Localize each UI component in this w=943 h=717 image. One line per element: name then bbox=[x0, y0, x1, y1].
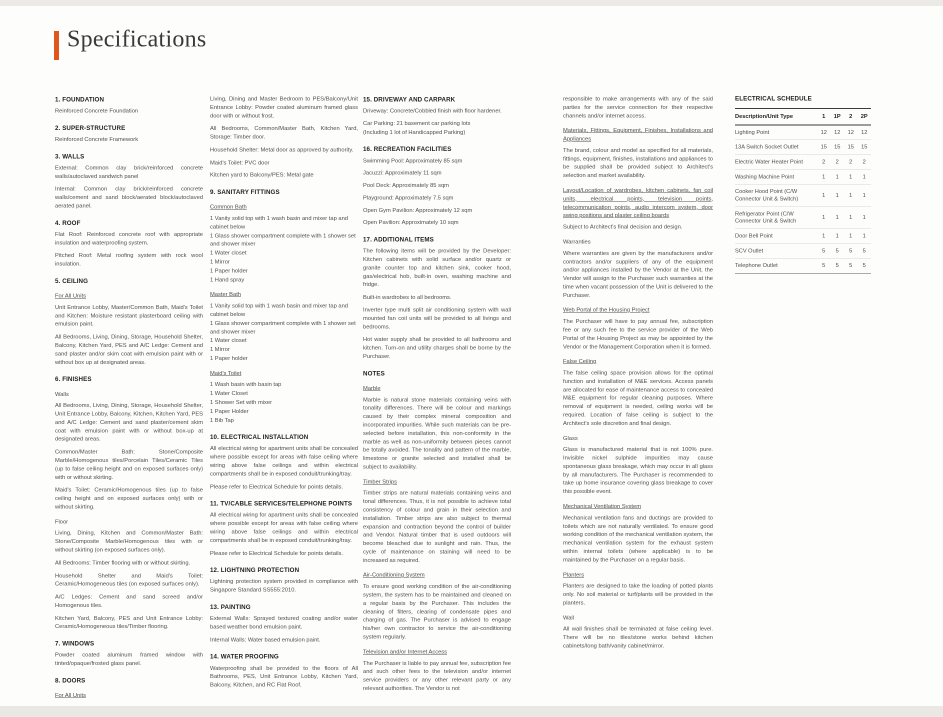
table-row bbox=[735, 244, 871, 259]
list-line: 1 Hand spray bbox=[210, 276, 245, 283]
subheading-underlined: Mechanical Ventilation System bbox=[563, 503, 641, 510]
cell-value: 1 bbox=[817, 229, 831, 244]
section-heading: 12. LIGHTNING PROTECTION bbox=[210, 566, 300, 574]
paragraph: External: Common clay brick/reinforced concrete walls/autoclaved sandwich panel bbox=[55, 164, 203, 180]
subheading: Glass bbox=[563, 435, 578, 442]
row-label: Refrigerator Point (C/W Connector Unit & Switch bbox=[735, 207, 817, 229]
subheading: Floor bbox=[55, 518, 69, 525]
paragraph: Common/Master Bath: Stone/Composite Marble/Homogenous tiles/Porcelain Tiles/Ceramic Tiles (up to false ceiling height and on exposed surfaces only) with or without skirting. bbox=[55, 449, 203, 481]
subheading-underlined: False Ceiling bbox=[563, 358, 597, 365]
paragraph: Driveway: Concrete/Cobbled finish with floor hardener. bbox=[363, 108, 502, 115]
cell-value: 12 bbox=[817, 125, 831, 140]
paragraph: Please refer to Electrical Schedule for points details. bbox=[210, 483, 343, 490]
list-line: 1 Glass shower compartment complete with 1 shower set and shower mixer bbox=[210, 320, 356, 335]
spec-column-4 bbox=[563, 95, 713, 705]
section-heading: 15. DRIVEWAY AND CARPARK bbox=[363, 96, 456, 103]
paragraph: Subject to Architect's final decision and design. bbox=[563, 224, 683, 231]
section-heading: 4. ROOF bbox=[55, 219, 81, 227]
column-header: 1P bbox=[831, 109, 845, 125]
list-line: 1 Shower Set with mixer bbox=[210, 399, 272, 406]
section-heading: 13. PAINTING bbox=[210, 603, 251, 611]
paragraph: Internal Walls: Water based emulsion paint. bbox=[210, 636, 321, 643]
section-heading: 10. ELECTRICAL INSTALLATION bbox=[210, 433, 309, 441]
column-header: Description/Unit Type bbox=[735, 109, 817, 125]
table-row bbox=[735, 170, 871, 185]
electrical-schedule-table bbox=[735, 108, 871, 274]
spec-column-3 bbox=[363, 95, 511, 705]
spec-column-2 bbox=[210, 95, 358, 705]
paragraph: All electrical wiring for apartment units shall be concealed where possible except for areas with false ceiling where wiring above false ceilings and within electrical compartments shall be in exposed conduit/trunking/tray. bbox=[210, 512, 358, 544]
paragraph: Open Gym Pavilion: Approximately 12 sqm bbox=[363, 207, 473, 214]
section-heading: 6. FINISHES bbox=[55, 375, 92, 383]
subheading-underlined: Air-Conditioning System bbox=[363, 572, 425, 579]
list-line: 1 Paper holder bbox=[210, 355, 248, 362]
cell-value: 12 bbox=[844, 125, 858, 140]
cell-value: 1 bbox=[858, 170, 872, 185]
paragraph: Kitchen Yard, Balcony, PES and Unit Entrance Lobby: Ceramic/Homogeneous tiles/Timber flooring. bbox=[55, 615, 203, 630]
paragraph: All Bedrooms, Common/Master Bath, Kitchen Yard, Storage: Timber door. bbox=[210, 125, 358, 141]
cell-value: 5 bbox=[844, 244, 858, 259]
paragraph: Maid's Toilet: PVC door bbox=[210, 159, 270, 166]
paragraph: Flat Roof: Reinforced concrete roof with appropriate insulation and waterproofing system. bbox=[55, 231, 203, 246]
row-label: 13A Switch Socket Outlet bbox=[735, 140, 817, 155]
cell-value: 15 bbox=[831, 140, 845, 155]
paragraph: Playground: Approximately 7.5 sqm bbox=[363, 194, 454, 201]
paragraph: All Bedrooms, Living, Dining, Storage, Household Shelter, Unit Entrance Lobby, Balcony, Kitchen, Kitchen Yard, PES and A/C Ledge: Cement and sand plaster/cement skim coat with emulsion paint with or without box-up at designated areas. bbox=[55, 402, 203, 443]
row-label: Lighting Point bbox=[735, 125, 817, 140]
paragraph: Open Pavilion: Approximately 10 sqm bbox=[363, 219, 459, 226]
table-row bbox=[735, 155, 871, 170]
column-header: 1 bbox=[817, 109, 831, 125]
cell-value: 5 bbox=[831, 244, 845, 259]
paragraph: To ensure good working condition of the air-conditioning system, the system has to be maintained and cleaned on a regular basis by the Purchaser. This includes the cleaning of filters, clearing of condensate pipes and charging of gas. The Purchaser is advised to engage his/her own contractor to service the air-conditioning system regularly. bbox=[363, 583, 511, 640]
cell-value: 1 bbox=[831, 207, 845, 229]
subheading-underlined: Television and/or Internet Access bbox=[363, 648, 448, 655]
paragraph: Waterproofing shall be provided to the floors of All Bathrooms, PES, Unit Entrance Lobby, Kitchen Yard, Balcony, Kitchen, and RC Flat Roof. bbox=[210, 665, 358, 689]
paragraph: Mechanical ventilation fans and ductings are provided to toilets which are not naturally ventilated. To ensure good working condition of the mechanical ventilation system, the mechanical ventilation system for the exhaust system within internal toilets (where applicable) is to be maintained by the Purchaser on a regular basis. bbox=[563, 514, 713, 563]
paragraph: Swimming Pool: Approximately 85 sqm bbox=[363, 157, 463, 164]
table-row bbox=[735, 258, 871, 273]
es-body bbox=[735, 125, 871, 273]
section-heading: 5. CEILING bbox=[55, 277, 89, 285]
subheading-underlined: Maid's Toilet bbox=[210, 370, 242, 377]
list-line: 1 Water closet bbox=[210, 337, 247, 344]
subheading-underlined: Materials, Fittings, Equipment, Finishes, Installations and Appliances bbox=[563, 127, 713, 143]
subheading-underlined: Master Bath bbox=[210, 291, 241, 298]
paragraph: All wall finishes shall be terminated at false ceiling level. There will be no tiles/stone works behind kitchen cabinets/long bath/vanity cabinet/mirror. bbox=[563, 626, 713, 649]
row-label: Washing Machine Point bbox=[735, 170, 817, 185]
list-line: 1 Wash basin with basin tap bbox=[210, 381, 282, 388]
paragraph: Powder coated aluminum framed window with tinted/opaque/frosted glass panel. bbox=[55, 652, 203, 667]
paragraph: The Purchaser will have to pay annual fee, subscription fee or any such fee to the service provider of the Web Portal of the Housing Project as may be appointed by the Vendor or the Management Corporation when it is formed. bbox=[563, 318, 713, 350]
paragraph: Unit Entrance Lobby, Master/Common Bath, Maid's Toilet and Kitchen: Moisture resistant plasterboard ceiling with emulsion paint. bbox=[55, 304, 203, 328]
subheading-underlined: Layout/Location of wardrobes, kitchen cabinets, fan coil units, electrical points, television points, telecommunication points, audio intercom system, door swing positions and plaster ceiling boards bbox=[563, 187, 713, 219]
page-bottom-edge bbox=[0, 706, 943, 717]
paragraph: All Bedrooms, Living, Dining, Storage, Household Shelter, Balcony, Kitchen Yard, PES and A/C Ledge: Cement and sand plaster and/or skim coat with emulsion paint with or without box up at designated areas. bbox=[55, 334, 203, 366]
paragraph: A/C Ledges: Cement and sand screed and/or Homogenous tiles. bbox=[55, 594, 203, 609]
cell-value: 15 bbox=[817, 140, 831, 155]
list-line: 1 Glass shower compartment complete with 1 shower set and shower mixer bbox=[210, 232, 356, 248]
paragraph: Living, Dining and Master Bedroom to PES/Balcony/Unit Entrance Lobby: Powder coated aluminum framed glass door with or without frost. bbox=[210, 96, 358, 119]
paragraph: Pitched Roof: Metal roofing system with rock wool insulation. bbox=[55, 252, 203, 268]
list-line: 1 Water Closet bbox=[210, 390, 248, 397]
paragraph: Household Shelter and Maid's Toilet: Ceramic/Homogeneous tiles (on exposed surfaces only). bbox=[55, 572, 203, 588]
subheading: Walls bbox=[55, 391, 69, 398]
table-row bbox=[735, 207, 871, 229]
cell-value: 5 bbox=[858, 244, 872, 259]
page-title: Specifications bbox=[67, 25, 207, 52]
cell-value: 5 bbox=[817, 244, 831, 259]
column-header: 2P bbox=[858, 109, 872, 125]
paragraph: Marble is natural stone materials containing veins with tonality differences. There will be colour and markings caused by their complex mineral composition and incorporated impurities. While such materials can be pre-selected before installation, this non-conformity in the marble as well as non-uniformity between pieces cannot be totally avoided. The tonality and pattern of the marble, limestone or granite selected and installed shall be subject to availability. bbox=[363, 396, 511, 470]
cell-value: 15 bbox=[844, 140, 858, 155]
paragraph: Reinforced Concrete Foundation bbox=[55, 108, 139, 115]
subheading-underlined: Timber Strips bbox=[363, 478, 397, 485]
row-label: SCV Outlet bbox=[735, 244, 817, 259]
subheading-underlined: Web Portal of the Housing Project bbox=[563, 307, 650, 314]
cell-value: 1 bbox=[831, 170, 845, 185]
spec-column-1 bbox=[55, 95, 203, 705]
cell-value: 1 bbox=[817, 207, 831, 229]
table-row bbox=[735, 229, 871, 244]
cell-value: 1 bbox=[844, 229, 858, 244]
section-heading: 17. ADDITIONAL ITEMS bbox=[363, 236, 434, 244]
section-heading: 14. WATER PROOFING bbox=[210, 653, 279, 661]
subheading-underlined: Marble bbox=[363, 385, 381, 392]
list-line: 1 Vanity solid top with 1 wash basin and mixer tap and cabinet below bbox=[210, 215, 348, 230]
section-heading: 1. FOUNDATION bbox=[55, 96, 105, 103]
row-label: Electric Water Heater Point bbox=[735, 155, 817, 170]
subheading: Wall bbox=[563, 614, 574, 621]
cell-value: 1 bbox=[858, 229, 872, 244]
section-heading: 2. SUPER-STRUCTURE bbox=[55, 124, 126, 132]
section-heading: NOTES bbox=[363, 369, 385, 377]
page-top-edge bbox=[0, 0, 943, 6]
cell-value: 1 bbox=[817, 170, 831, 185]
cell-value: 2 bbox=[817, 155, 831, 170]
paragraph: Household Shelter: Metal door as approved by authority. bbox=[210, 146, 354, 153]
paragraph: Maid's Toilet: Ceramic/Homogenous tiles (up to false ceiling height and on exposed surfaces only) with or without skirting. bbox=[55, 487, 203, 510]
es-header-row bbox=[735, 109, 871, 125]
list-line: 1 Mirror bbox=[210, 346, 230, 353]
cell-value: 15 bbox=[858, 140, 872, 155]
paragraph: The brand, colour and model as specified for all materials, fittings, equipment, finishes, installations and appliances to be supplied shall be provided subject to Architect's selection and market availability. bbox=[563, 147, 713, 179]
table-row bbox=[735, 125, 871, 140]
list-line: Car Parking: 21 basement car parking lots bbox=[363, 120, 471, 127]
cell-value: 1 bbox=[858, 207, 872, 229]
cell-value: 1 bbox=[844, 207, 858, 229]
paragraph: All electrical wiring for apartment units shall be concealed where possible except for areas with false ceiling where wiring above false ceilings and within electrical compartments shall be in exposed conduit/trunking/tray. bbox=[210, 445, 358, 477]
title-accent-bar bbox=[54, 31, 59, 60]
paragraph: External Walls: Sprayed textured coating and/or water based weather bond emulsion paint. bbox=[210, 615, 358, 630]
cell-value: 5 bbox=[831, 258, 845, 273]
cell-value: 5 bbox=[817, 258, 831, 273]
row-label: Cooker Hood Point (C/W Connector Unit & Switch) bbox=[735, 184, 817, 206]
paragraph: responsible to make arrangements with any of the said parties for the service connection for their respective channels and/or internet access. bbox=[563, 96, 713, 119]
section-heading: 11. TV/CABLE SERVICES/TELEPHONE POINTS bbox=[210, 500, 353, 508]
list-line: 1 Bib Tap bbox=[210, 417, 234, 424]
electrical-schedule-title: ELECTRICAL SCHEDULE bbox=[735, 95, 812, 102]
paragraph: Inverter type multi split air conditioning system with wall mounted fan coil units will be provided to all livings and bedrooms. bbox=[363, 307, 511, 330]
paragraph: Please refer to Electrical Schedule for points details. bbox=[210, 550, 343, 557]
list-line: (Including 1 lot of Handicapped Parking) bbox=[363, 129, 466, 136]
electrical-schedule bbox=[735, 95, 871, 274]
cell-value: 1 bbox=[831, 184, 845, 206]
subheading: Warranties bbox=[563, 238, 591, 245]
list-line: 1 Paper holder bbox=[210, 267, 248, 274]
paragraph: Planters are designed to take the loading of potted plants only. No soil material or turf/plants will be provided in the planters. bbox=[563, 583, 713, 606]
cell-value: 12 bbox=[858, 125, 872, 140]
table-row bbox=[735, 184, 871, 206]
table-row bbox=[735, 140, 871, 155]
list-line: 1 Vanity solid top with 1 wash basin and mixer tap and cabinet below bbox=[210, 303, 348, 318]
paragraph: The false ceiling space provision allows for the optimal function and installation of M&E services. Access panels are allocated for ease of maintenance access to concealed M&E equipment for regular cleaning purposes. Where removal of equipment is needed, ceiling works will be required. Location of false ceiling is subject to the Architect's sole discretion and final design. bbox=[563, 370, 713, 427]
paragraph: All Bedrooms: Timber flooring with or without skirting. bbox=[55, 559, 191, 566]
paragraph: Built-in wardrobes to all bedrooms. bbox=[363, 294, 452, 301]
paragraph: Pool Deck: Approximately 85 sqm bbox=[363, 182, 449, 189]
cell-value: 12 bbox=[831, 125, 845, 140]
section-heading: 9. SANITARY FITTINGS bbox=[210, 188, 280, 196]
paragraph: Glass is manufactured material that is not 100% pure. Invisible nickel sulphide impurities may cause spontaneous glass breakage, which may occur in all glass by all manufacturers. The Purchaser is recommended to take up home insurance covering glass breakage to cover this possible event. bbox=[563, 446, 713, 495]
cell-value: 2 bbox=[844, 155, 858, 170]
subheading-underlined: Planters bbox=[563, 571, 585, 578]
paragraph: Lightning protection system provided in compliance with Singapore Standard SS555:2010. bbox=[210, 578, 358, 594]
row-label: Door Bell Point bbox=[735, 229, 817, 244]
subheading-underlined: Common Bath bbox=[210, 204, 247, 211]
column-header: 2 bbox=[844, 109, 858, 125]
paragraph: Reinforced Concrete Framework bbox=[55, 136, 139, 143]
paragraph: The following items will be provided by the Developer: Kitchen cabinets with solid surface and/or quartz or granite counter top and kitchen sink, cooker hood, gas/electrical hob, built-in oven, washing machine and fridge. bbox=[363, 248, 511, 288]
cell-value: 1 bbox=[817, 184, 831, 206]
section-heading: 7. WINDOWS bbox=[55, 640, 95, 648]
paragraph: Timber strips are natural materials containing veins and tonal differences. Thus, it is not possible to achieve total consistency of colour and grain in their selection and installation. Timber strips are also subject to thermal expansion and contraction beyond the control of builder and Vendor. Natural timber that is used outdoors will become bleached due to sunlight and rain. Thus, the cycle of maintenance on staining will need to be increased as required. bbox=[363, 490, 511, 564]
paragraph: Jacuzzi: Approximately 11 sqm bbox=[363, 170, 442, 177]
cell-value: 1 bbox=[844, 184, 858, 206]
paragraph: Internal: Common clay brick/reinforced concrete walls/cement and sand block/aerated block/autoclaved aerated panel. bbox=[55, 186, 203, 210]
cell-value: 5 bbox=[858, 258, 872, 273]
paragraph: Living, Dining, Kitchen and Common/Master Bath: Stone/Composite Marble/Homogenous tiles with or without skirting (on exposed surfaces only). bbox=[55, 530, 203, 553]
list-line: 1 Water closet bbox=[210, 250, 247, 257]
section-heading: 8. DOORS bbox=[55, 676, 86, 684]
cell-value: 1 bbox=[858, 184, 872, 206]
paragraph: Hot water supply shall be provided to all bathrooms and kitchen. Turn-on and utility charges shall be borne by the Purchaser. bbox=[363, 336, 511, 360]
subheading-underlined: For All Units bbox=[55, 293, 86, 300]
paragraph: Kitchen yard to Balcony/PES: Metal gate bbox=[210, 172, 314, 179]
cell-value: 1 bbox=[831, 229, 845, 244]
cell-value: 2 bbox=[831, 155, 845, 170]
section-heading: 3. WALLS bbox=[55, 152, 85, 160]
paragraph: The Purchaser is liable to pay annual fee, subscription fee and such other fees to the television and/or internet service providers or any other relevant party or any relevant authorities. The Vendor is not bbox=[363, 660, 511, 692]
section-heading: 16. RECREATION FACILITIES bbox=[363, 145, 452, 153]
cell-value: 2 bbox=[858, 155, 872, 170]
row-label: Telephone Outlet bbox=[735, 258, 817, 273]
cell-value: 5 bbox=[844, 258, 858, 273]
list-line: 1 Paper Holder bbox=[210, 408, 249, 415]
list-line: 1 Mirror bbox=[210, 259, 230, 266]
paragraph: Where warranties are given by the manufacturers and/or contractors and/or suppliers of any of the equipment and/or appliances installed by the Vendor at the Unit, the Vendor will assign to the Purchaser such warranties at the time when vacant possession of the Unit is delivered to the Purchaser. bbox=[563, 250, 713, 299]
subheading-underlined: For All Units bbox=[55, 692, 86, 699]
cell-value: 1 bbox=[844, 170, 858, 185]
